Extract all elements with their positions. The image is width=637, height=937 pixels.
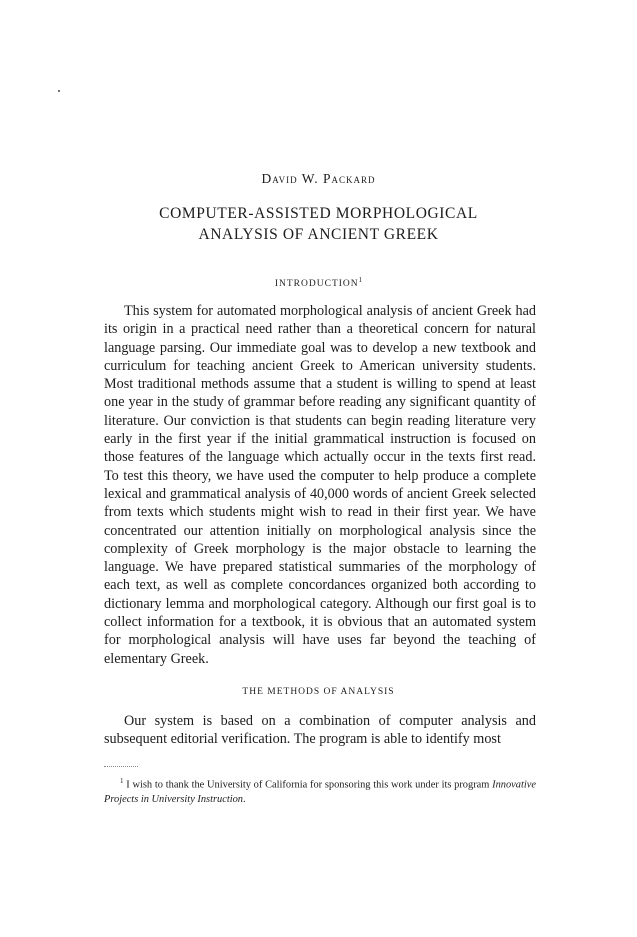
body-paragraph-2: Our system is based on a combination of computer analysis and subsequent editorial verification. The program is able to identify most bbox=[104, 713, 536, 748]
introduction-heading-text: INTRODUCTION bbox=[274, 279, 359, 290]
footnote-separator bbox=[104, 766, 138, 767]
author-name: David W. Packard bbox=[261, 171, 376, 186]
scan-speck bbox=[58, 90, 60, 92]
section-heading-methods: THE METHODS OF ANALYSIS bbox=[242, 687, 395, 697]
title-line-2: ANALYSIS OF ANCIENT GREEK bbox=[198, 226, 439, 243]
footnote-text: I wish to thank the University of California for sponsoring this work under its program bbox=[126, 779, 490, 791]
footnote-reference: 1 bbox=[358, 276, 363, 284]
footnote-marker: 1 bbox=[120, 777, 124, 785]
title-line-1: COMPUTER-ASSISTED MORPHOLOGICAL bbox=[159, 205, 478, 222]
article-title bbox=[0, 203, 637, 245]
footnote bbox=[104, 774, 536, 807]
section-heading-introduction bbox=[0, 276, 637, 289]
body-paragraph-1: This system for automated morphological analysis of ancient Greek had its origin in a practical need rather than a theoretical concern for natural language parsing. Our immediate goal was to develop a new textbook and curriculum for teaching ancient Greek to American university students. Most traditional methods assume that a student is willing to spend at least one year in the study of grammar before reading any significant quantity of literature. Our conviction is that students can begin reading literature very early in the first year if the initial grammatical instruction is focused on those features of the language which actually occur in the texts first read. To test this theory, we have used the computer to help produce a complete lexical and grammatical analysis of 40,000 words of ancient Greek selected from texts which students might wish to read in their first year. We have concentrated our attention initially on morphological analysis since the complexity of Greek morphology is the major obstacle to learning the language. We have prepared statistical summaries of the morphology of each text, as well as complete concordances organized both according to dictionary lemma and morphological category. Although our first goal is to collect information for a textbook, it is obvious that an automated system for morphological analysis will have uses far beyond the teaching of elementary Greek. bbox=[104, 303, 536, 667]
footnote-program-name: Innovative Projects in University Instruction bbox=[104, 779, 536, 806]
footnote-end: . bbox=[243, 794, 246, 806]
